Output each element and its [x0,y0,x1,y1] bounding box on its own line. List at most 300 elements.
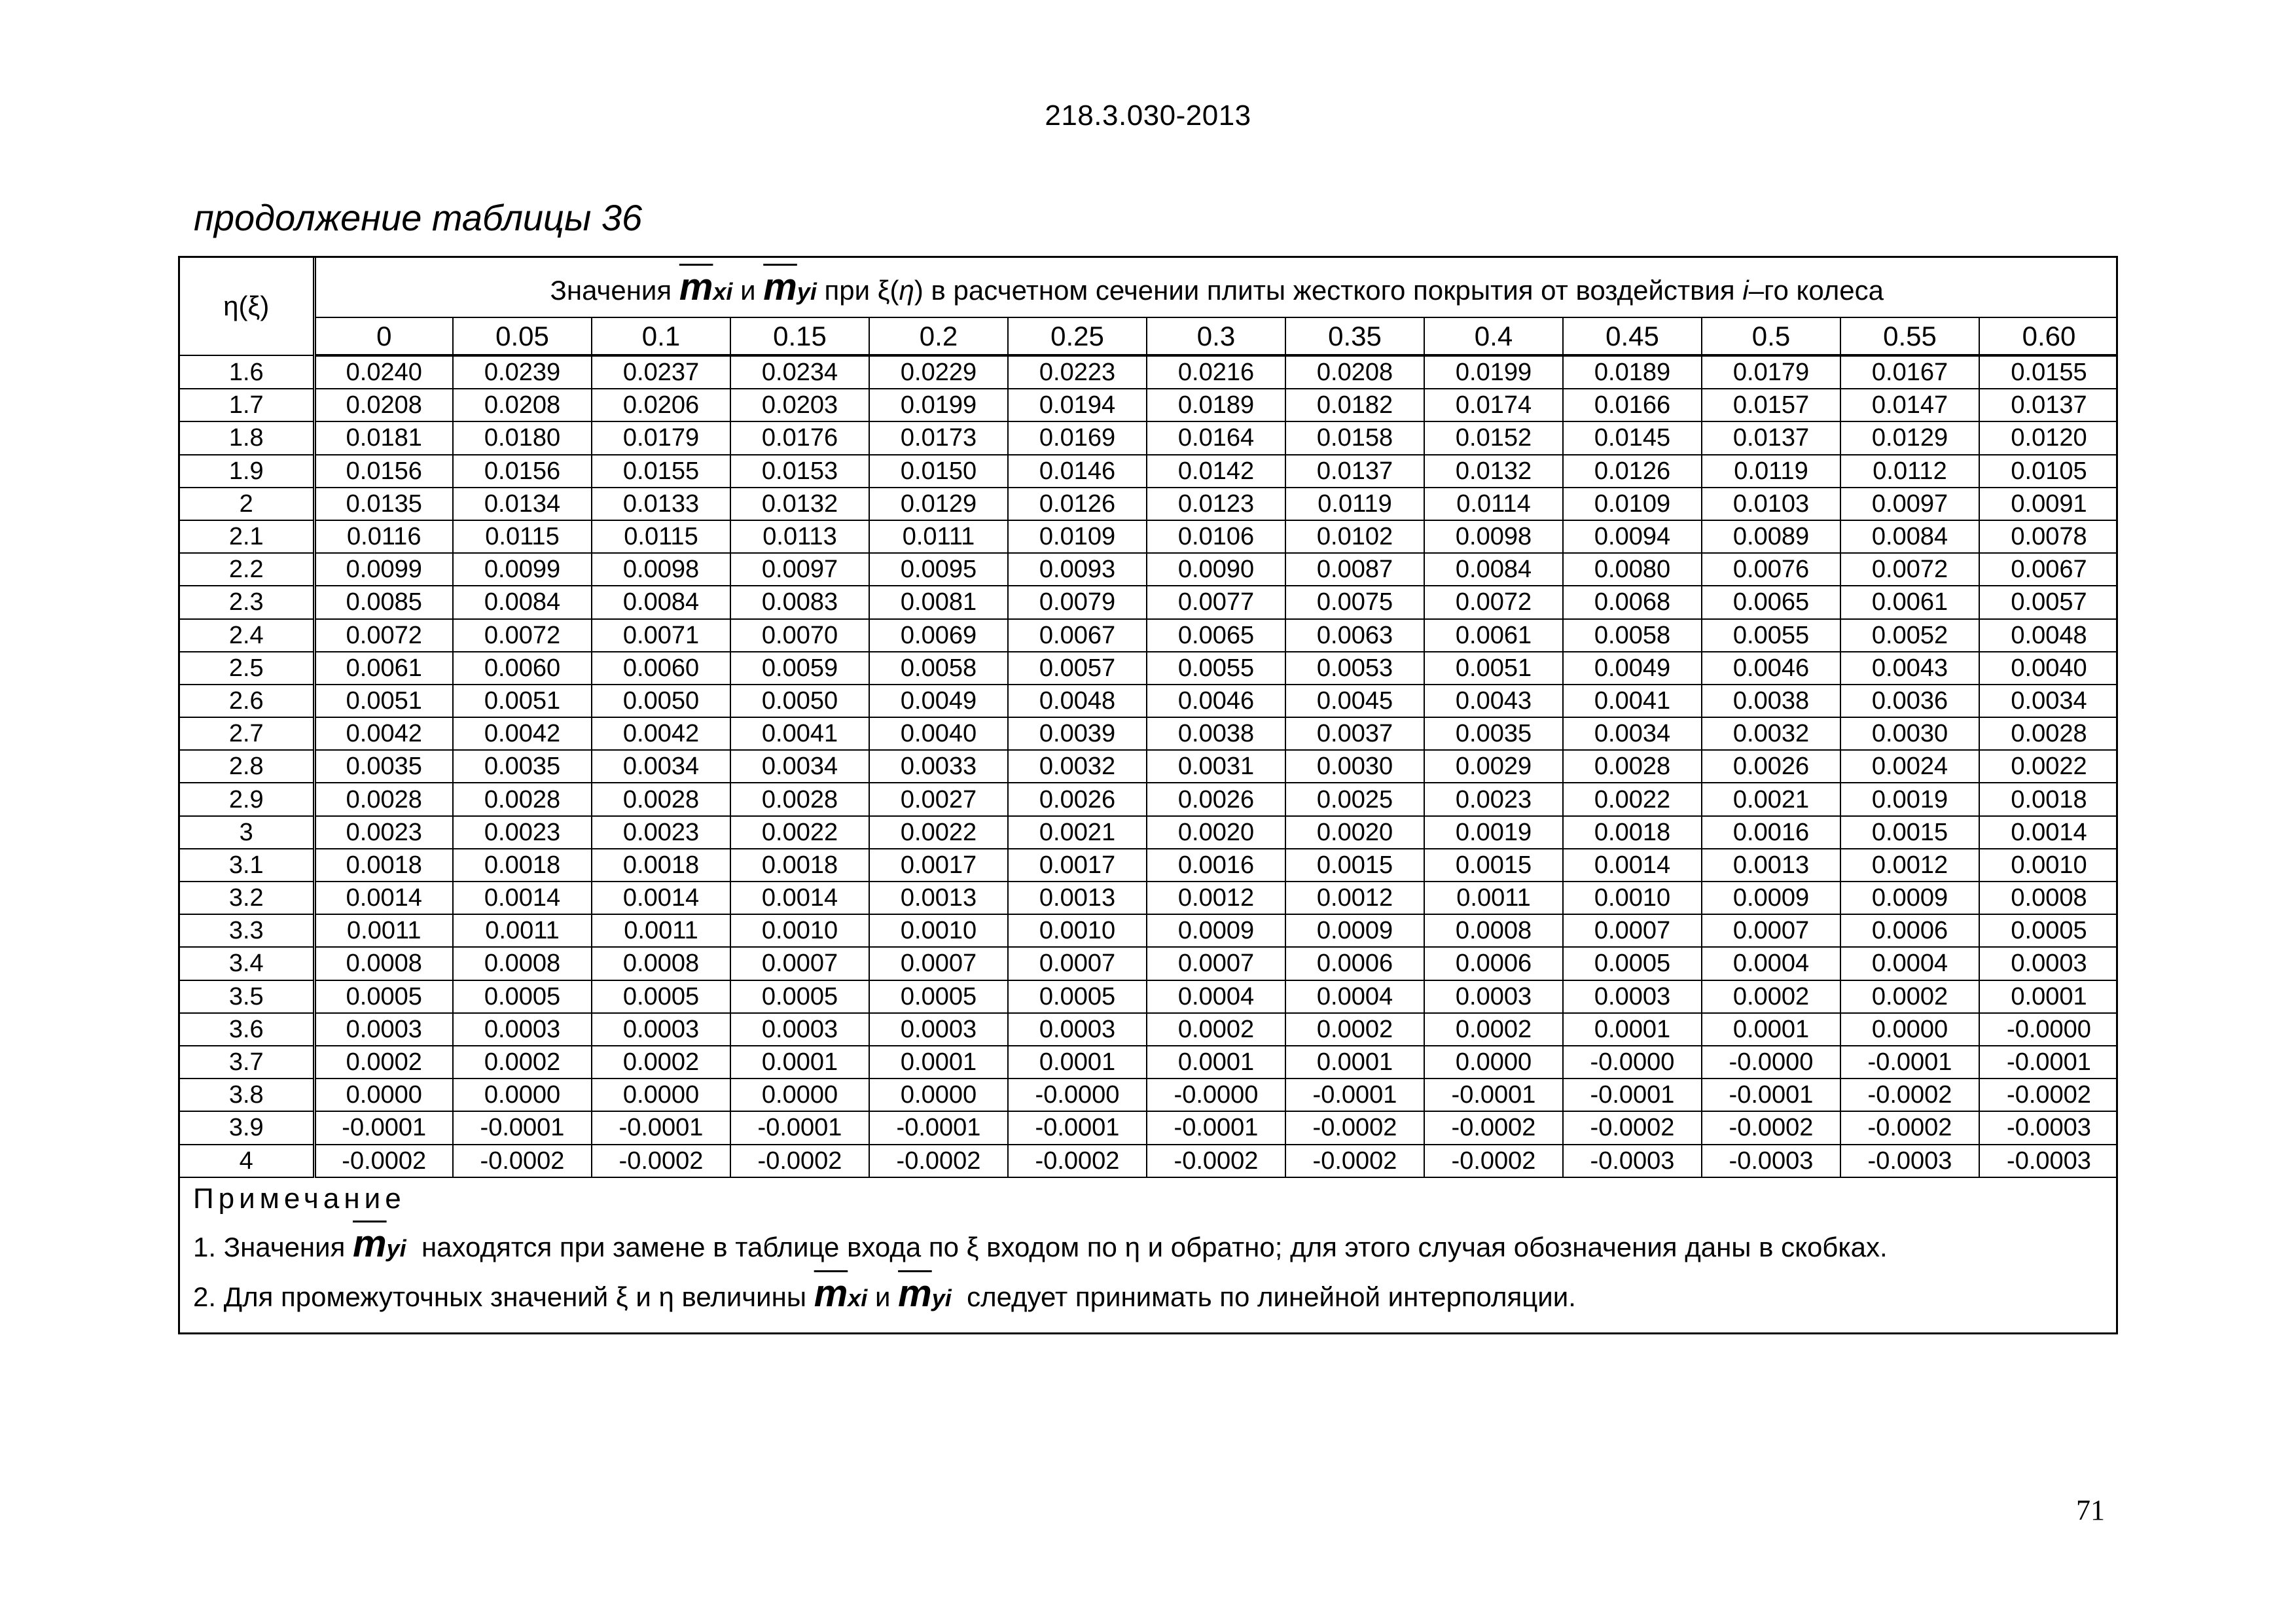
row-header: 2.5 [180,652,314,685]
table-cell: -0.0002 [1424,1145,1563,1177]
table-cell: 0.0055 [1702,619,1840,652]
table-cell: 0.0023 [592,816,730,849]
row-header: 2.4 [180,619,314,652]
title-i: i [1742,275,1749,306]
note2-m-y-subscript: yi [931,1284,952,1311]
table-cell: 0.0120 [1979,421,2118,454]
table-cell: 0.0234 [730,355,869,389]
table-cell: 0.0003 [869,1013,1008,1046]
page-number: 71 [2076,1494,2105,1526]
table-cell: 0.0072 [314,619,453,652]
table-cell: 0.0005 [869,980,1008,1013]
table-cell: 0.0002 [1702,980,1840,1013]
table-cell: 0.0050 [592,685,730,717]
note2-suffix: следует принимать по линейной интерполяции. [967,1281,1576,1312]
table-cell: -0.0002 [869,1145,1008,1177]
table-cell: 0.0189 [1147,389,1285,421]
table-row [180,553,2118,586]
row-header: 1.7 [180,389,314,421]
table-cell: 0.0084 [1840,520,1979,553]
table-cell: 0.0002 [1840,980,1979,1013]
title-prefix: Значения [550,275,672,306]
table-row [180,1145,2118,1177]
table-cell: 0.0005 [1979,914,2118,947]
table-cell: 0.0116 [314,520,453,553]
table-cell: 0.0021 [1008,816,1147,849]
table-cell: -0.0000 [1563,1046,1702,1079]
table-cell: 0.0039 [1008,717,1147,750]
table-cell: 0.0022 [1563,783,1702,815]
table-cell: 0.0037 [1285,717,1424,750]
table-cell: 0.0006 [1424,947,1563,980]
table-cell: 0.0061 [1424,619,1563,652]
table-row [180,882,2118,914]
table-cell: -0.0000 [1147,1079,1285,1111]
table-cell: -0.0002 [1563,1111,1702,1144]
table-cell: 0.0019 [1424,816,1563,849]
row-header: 3.8 [180,1079,314,1111]
table-cell: 0.0126 [1563,455,1702,488]
table-cell: 0.0208 [1285,355,1424,389]
table-cell: -0.0001 [592,1111,730,1144]
table-cell: 0.0065 [1147,619,1285,652]
table-cell: 0.0035 [453,750,592,783]
table-cell: 0.0028 [314,783,453,815]
table-cell: 0.0123 [1147,488,1285,520]
table-row [180,1111,2118,1144]
row-header: 3 [180,816,314,849]
table-cell: 0.0167 [1840,355,1979,389]
column-header: 0.05 [453,317,592,355]
table-cell: 0.0000 [1840,1013,1979,1046]
table-row [180,1079,2118,1111]
row-header: 1.8 [180,421,314,454]
table-cell: 0.0058 [1563,619,1702,652]
table-cell: 0.0112 [1840,455,1979,488]
table-row [180,488,2118,520]
table-cell: 0.0022 [730,816,869,849]
table-cell: 0.0000 [314,1079,453,1111]
table-cell: 0.0158 [1285,421,1424,454]
table-cell: 0.0012 [1147,882,1285,914]
table-title [314,258,2118,317]
table-cell: 0.0119 [1702,455,1840,488]
table-cell: 0.0014 [314,882,453,914]
table-cell: 0.0061 [1840,586,1979,618]
m-x-subscript: xi [713,278,733,305]
table-cell: 0.0042 [453,717,592,750]
table-cell: 0.0032 [1702,717,1840,750]
table-row [180,619,2118,652]
table-cell: 0.0019 [1840,783,1979,815]
table-cell: 0.0007 [869,947,1008,980]
table-cell: 0.0028 [592,783,730,815]
table-cell: 0.0038 [1147,717,1285,750]
table-row [180,355,2118,389]
table-cell: 0.0027 [869,783,1008,815]
table-cell: 0.0013 [869,882,1008,914]
table-cell: 0.0075 [1285,586,1424,618]
note1-m-subscript: yi [386,1234,406,1262]
table-row [180,389,2118,421]
table-cell: 0.0035 [314,750,453,783]
table-cell: 0.0042 [592,717,730,750]
title-suffix: –го колеса [1748,275,1884,306]
row-header: 1.6 [180,355,314,389]
table-cell: 0.0176 [730,421,869,454]
table-cell: -0.0001 [869,1111,1008,1144]
table-cell: 0.0094 [1563,520,1702,553]
column-header: 0.60 [1979,317,2118,355]
table-cell: 0.0180 [453,421,592,454]
m-x-symbol: $\overline{m}$ [679,266,713,308]
table-cell: 0.0098 [1424,520,1563,553]
table-cell: 0.0009 [1147,914,1285,947]
table-cell: -0.0002 [1979,1079,2118,1111]
table-cell: 0.0003 [730,1013,869,1046]
row-header: 3.1 [180,849,314,882]
note2-m-y-symbol: $\overline{m}$ [898,1272,932,1315]
table-cell: 0.0089 [1702,520,1840,553]
table-cell: 0.0002 [1147,1013,1285,1046]
column-header: 0.15 [730,317,869,355]
note-title: Примечание [193,1182,406,1215]
note2-and: и [874,1281,891,1312]
table-cell: 0.0015 [1840,816,1979,849]
table-cell: 0.0051 [453,685,592,717]
table-cell: 0.0103 [1702,488,1840,520]
title-and: и [740,275,756,306]
column-header: 0.4 [1424,317,1563,355]
table-cell: -0.0001 [1147,1111,1285,1144]
table-cell: 0.0070 [730,619,869,652]
table-cell: -0.0003 [1702,1145,1840,1177]
table-cell: 0.0051 [314,685,453,717]
table-cell: 0.0115 [453,520,592,553]
document-code: 218.3.030-2013 [1045,99,1251,132]
table-row [180,586,2118,618]
row-header: 3.3 [180,914,314,947]
table-cell: 0.0050 [730,685,869,717]
table-cell: 0.0031 [1147,750,1285,783]
table-cell: 0.0005 [592,980,730,1013]
table-cell: 0.0042 [314,717,453,750]
table-cell: 0.0012 [1285,882,1424,914]
table-cell: 0.0058 [869,652,1008,685]
table-cell: 0.0004 [1147,980,1285,1013]
table-cell: 0.0071 [592,619,730,652]
table-cell: 0.0001 [1979,980,2118,1013]
table-cell: 0.0115 [592,520,730,553]
note-line-1 [193,1222,2105,1265]
table-cell: 0.0067 [1979,553,2118,586]
column-header: 0.5 [1702,317,1840,355]
m-y-symbol: $\overline{m}$ [763,266,797,308]
table-cell: 0.0105 [1979,455,2118,488]
table-cell: 0.0002 [592,1046,730,1079]
table-cell: 0.0084 [453,586,592,618]
table-cell: 0.0028 [730,783,869,815]
table-row [180,849,2118,882]
table-cell: 0.0049 [869,685,1008,717]
table-cell: 0.0134 [453,488,592,520]
table-cell: -0.0002 [592,1145,730,1177]
table-cell: 0.0147 [1840,389,1979,421]
row-header: 3.7 [180,1046,314,1079]
note2-m-x-symbol: $\overline{m}$ [814,1272,848,1315]
table-cell: 0.0034 [592,750,730,783]
table-cell: 0.0009 [1285,914,1424,947]
table-cell: 0.0182 [1285,389,1424,421]
table-cell: 0.0028 [1979,717,2118,750]
table-row [180,750,2118,783]
table-cell: -0.0001 [1563,1079,1702,1111]
table-cell: 0.0015 [1285,849,1424,882]
row-header: 2.1 [180,520,314,553]
title-eta: η [899,275,914,306]
table-cell: 0.0015 [1424,849,1563,882]
table-cell: 0.0111 [869,520,1008,553]
table-cell: 0.0005 [1008,980,1147,1013]
table-cell: 0.0203 [730,389,869,421]
table-cell: 0.0166 [1563,389,1702,421]
table-cell: 0.0014 [453,882,592,914]
table-cell: 0.0059 [730,652,869,685]
row-header: 4 [180,1145,314,1177]
table-cell: 0.0001 [1702,1013,1840,1046]
table-cell: 0.0032 [1008,750,1147,783]
table-cell: 0.0043 [1424,685,1563,717]
table-cell: 0.0137 [1979,389,2118,421]
table-cell: 0.0005 [314,980,453,1013]
table-cell: -0.0001 [1840,1046,1979,1079]
table-cell: 0.0109 [1008,520,1147,553]
table-cell: 0.0002 [314,1046,453,1079]
table-cell: 0.0135 [314,488,453,520]
table-cell: 0.0046 [1147,685,1285,717]
table-cell: 0.0150 [869,455,1008,488]
table-row [180,455,2118,488]
table-cell: 0.0223 [1008,355,1147,389]
table-cell: -0.0002 [1285,1111,1424,1144]
table-cell: 0.0008 [1979,882,2118,914]
table-cell: 0.0129 [1840,421,1979,454]
table-cell: 0.0001 [730,1046,869,1079]
table-cell: 0.0173 [869,421,1008,454]
table-cell: -0.0002 [1702,1111,1840,1144]
table-cell: 0.0014 [1979,816,2118,849]
table-cell: 0.0008 [314,947,453,980]
column-header: 0 [314,317,453,355]
table-cell: 0.0003 [314,1013,453,1046]
table-cell: 0.0013 [1702,849,1840,882]
table-cell: 0.0002 [1285,1013,1424,1046]
table-cell: -0.0002 [1840,1111,1979,1144]
table-cell: 0.0014 [1563,849,1702,882]
table-cell: 0.0169 [1008,421,1147,454]
table-cell: 0.0102 [1285,520,1424,553]
table-cell: 0.0026 [1702,750,1840,783]
table-cell: 0.0001 [869,1046,1008,1079]
table-cell: 0.0028 [453,783,592,815]
table-row [180,1013,2118,1046]
table-cell: -0.0001 [314,1111,453,1144]
table-cell: 0.0010 [1979,849,2118,882]
table-cell: 0.0000 [869,1079,1008,1111]
table-cell: -0.0000 [1702,1046,1840,1079]
table-row [180,520,2118,553]
table-cell: 0.0084 [592,586,730,618]
table-row [180,717,2118,750]
table-cell: 0.0129 [869,488,1008,520]
table-cell: 0.0114 [1424,488,1563,520]
table-cell: -0.0001 [1008,1111,1147,1144]
table-cell: 0.0199 [869,389,1008,421]
table-cell: 0.0003 [453,1013,592,1046]
table-cell: 0.0095 [869,553,1008,586]
table-cell: 0.0061 [314,652,453,685]
table-cell: 0.0001 [1563,1013,1702,1046]
table-cell: 0.0006 [1840,914,1979,947]
table-cell: 0.0018 [453,849,592,882]
table-cell: 0.0036 [1840,685,1979,717]
table-cell: 0.0065 [1702,586,1840,618]
table-cell: 0.0007 [1563,914,1702,947]
column-header: 0.45 [1563,317,1702,355]
table-cell: 0.0156 [453,455,592,488]
table-cell: 0.0001 [1147,1046,1285,1079]
table-cell: 0.0146 [1008,455,1147,488]
table-cell: 0.0126 [1008,488,1147,520]
table-cell: -0.0001 [453,1111,592,1144]
note-block [180,1177,2118,1342]
table-cell: 0.0052 [1840,619,1979,652]
table-cell: 0.0038 [1702,685,1840,717]
table-cell: 0.0005 [453,980,592,1013]
table-cell: -0.0002 [730,1145,869,1177]
table-caption: продолжение таблицы 36 [194,197,643,238]
row-header: 2.3 [180,586,314,618]
table-cell: 0.0026 [1008,783,1147,815]
table-cell: 0.0008 [592,947,730,980]
row-header: 3.5 [180,980,314,1013]
table-cell: 0.0034 [730,750,869,783]
column-header: 0.25 [1008,317,1147,355]
table-cell: 0.0020 [1147,816,1285,849]
table-cell: 0.0010 [869,914,1008,947]
table-cell: 0.0216 [1147,355,1285,389]
table-cell: 0.0002 [1424,1013,1563,1046]
table-cell: 0.0045 [1285,685,1424,717]
note1-m-symbol: $\overline{m}$ [353,1222,387,1265]
table-cell: 0.0049 [1563,652,1702,685]
table-cell: 0.0003 [592,1013,730,1046]
table-cell: 0.0001 [1008,1046,1147,1079]
row-header: 2.2 [180,553,314,586]
table-cell: -0.0002 [453,1145,592,1177]
table-cell: 0.0046 [1702,652,1840,685]
column-header: 0.3 [1147,317,1285,355]
table-cell: 0.0001 [1285,1046,1424,1079]
table-cell: 0.0005 [1563,947,1702,980]
table-cell: 0.0085 [314,586,453,618]
table-cell: 0.0072 [1424,586,1563,618]
table-row [180,652,2118,685]
table-cell: 0.0119 [1285,488,1424,520]
table-cell: 0.0060 [592,652,730,685]
table-cell: 0.0002 [453,1046,592,1079]
table-cell: 0.0017 [1008,849,1147,882]
row-header: 2.8 [180,750,314,783]
table-cell: 0.0153 [730,455,869,488]
row-header: 2.6 [180,685,314,717]
table-cell: 0.0072 [1840,553,1979,586]
table-cell: 0.0152 [1424,421,1563,454]
table-cell: 0.0040 [869,717,1008,750]
row-header: 2.9 [180,783,314,815]
table-row [180,1046,2118,1079]
table-cell: 0.0155 [592,455,730,488]
table-cell: 0.0006 [1285,947,1424,980]
table-row [180,947,2118,980]
table-cell: 0.0023 [453,816,592,849]
table-cell: 0.0030 [1285,750,1424,783]
table-cell: 0.0003 [1563,980,1702,1013]
row-header: 2 [180,488,314,520]
table-cell: 0.0018 [1563,816,1702,849]
table-cell: 0.0000 [1424,1046,1563,1079]
table-cell: 0.0093 [1008,553,1147,586]
table-cell: -0.0003 [1563,1145,1702,1177]
table-cell: 0.0018 [592,849,730,882]
table-cell: 0.0133 [592,488,730,520]
table-cell: 0.0048 [1008,685,1147,717]
table-cell: 0.0013 [1008,882,1147,914]
table-cell: 0.0004 [1840,947,1979,980]
table-cell: 0.0132 [1424,455,1563,488]
row-header: 2.7 [180,717,314,750]
table-cell: 0.0014 [592,882,730,914]
table-cell: 0.0008 [453,947,592,980]
table-cell: -0.0001 [1702,1079,1840,1111]
table-cell: 0.0087 [1285,553,1424,586]
table-cell: 0.0012 [1840,849,1979,882]
table-cell: -0.0002 [1147,1145,1285,1177]
table-cell: 0.0206 [592,389,730,421]
table-cell: 0.0077 [1147,586,1285,618]
table-cell: 0.0040 [1979,652,2118,685]
table-cell: 0.0011 [453,914,592,947]
table-cell: 0.0181 [314,421,453,454]
table-cell: 0.0007 [1008,947,1147,980]
table-cell: 0.0034 [1979,685,2118,717]
table-cell: 0.0043 [1840,652,1979,685]
table-cell: 0.0014 [730,882,869,914]
table-cell: 0.0034 [1563,717,1702,750]
table-cell: 0.0023 [314,816,453,849]
table-cell: 0.0098 [592,553,730,586]
table-cell: 0.0237 [592,355,730,389]
table-cell: 0.0099 [314,553,453,586]
table-cell: 0.0079 [1008,586,1147,618]
column-header: 0.1 [592,317,730,355]
table-cell: 0.0041 [1563,685,1702,717]
row-header: 3.4 [180,947,314,980]
table-cell: 0.0000 [592,1079,730,1111]
table-cell: 0.0113 [730,520,869,553]
column-header: 0.2 [869,317,1008,355]
table-cell: 0.0025 [1285,783,1424,815]
